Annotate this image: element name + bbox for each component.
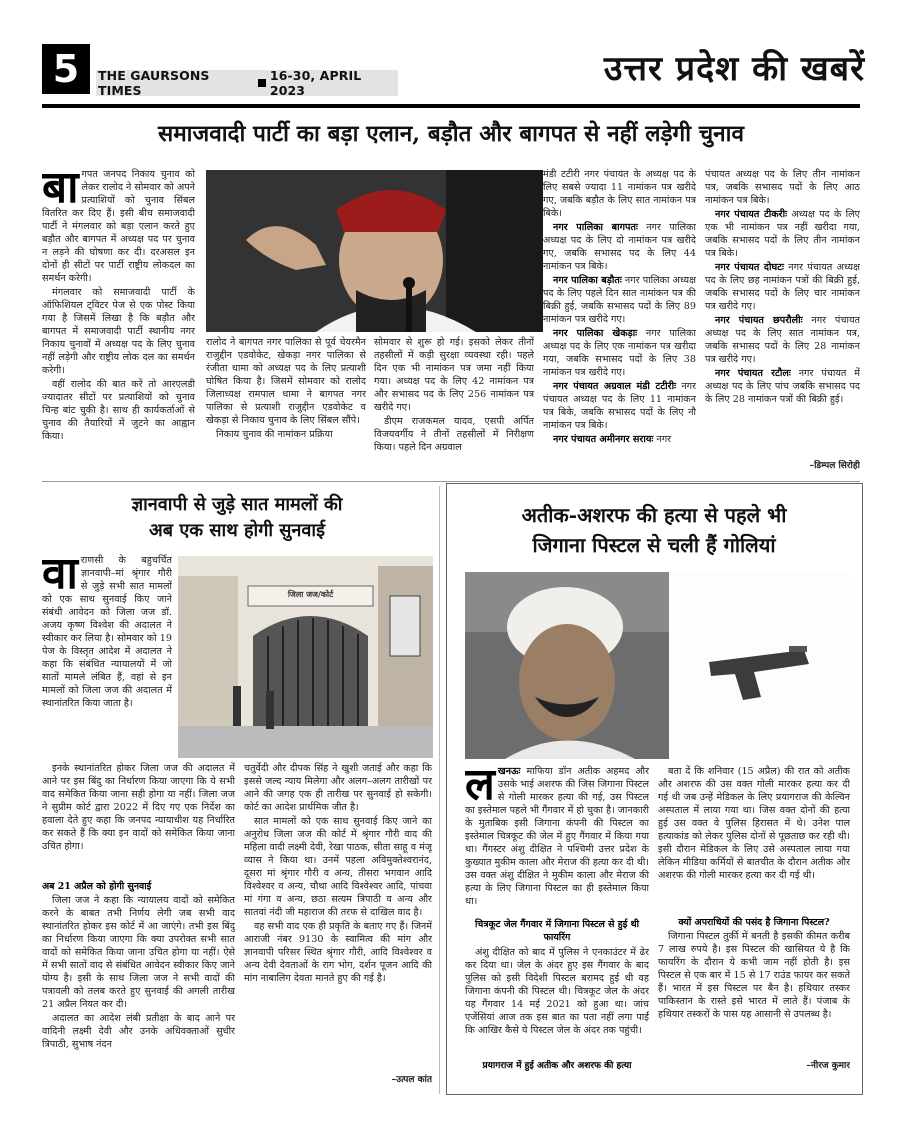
paragraph: मंगलवार को समाजवादी पार्टी के ऑफिशियल ट्विटर पेज से एक पोस्ट किया गया है जिसमें लिखा है कि बड़ौत और बागपत में समाजवादी पार्टी स्थानीय नगर निकाय चुनावों में अध्यक्ष पद के लिए चुनाव नहीं लड़ेगी और राष्ट्रीय लोक दल का समर्थन करेगी।: [42, 287, 195, 376]
story3-headline-line1: अतीक-अशरफ की हत्या से पहले भी: [521, 503, 787, 527]
story3-col2b: [658, 930, 850, 1056]
paragraph: नगर पंचायत टीकरीः अध्यक्ष पद के लिए एक भी नामांकन पत्र नहीं खरीदा गया, जबकि सभासद पदों के लिए तीन नामांकन पत्र बिके।: [705, 209, 860, 259]
story3-col1b: [465, 946, 649, 1058]
column-divider: [439, 486, 440, 1094]
story2-subhead: अब 21 अप्रैल को होगी सुनवाई: [42, 881, 152, 892]
paper-name: THE GAURSONS TIMES: [98, 68, 210, 98]
paragraph: निकाय चुनाव की नामांकन प्रक्रिया: [216, 429, 333, 440]
paragraph: नगर पालिका बागपतः नगर पालिका अध्यक्ष पद के लिए दो नामांकन पत्र खरीदे गए, जबकि सभासद पद के लिए 44 नामांकन पत्र बिके।: [543, 222, 696, 272]
story1-dropcap: बा: [42, 168, 79, 213]
story3-photo-pistol: [669, 572, 849, 759]
paragraph: अदालत का आदेश लंबी प्रतीक्षा के बाद आने पर वादिनी लक्ष्मी देवी और उनके अधिवक्ताओं सुधीर त्रिपाठी, सुभाष नंदन: [42, 1013, 235, 1050]
paragraph: नगर पालिका बड़ौतः नगर पालिका अध्यक्ष पद के लिए पहले दिन सात नामांकन पत्र की बिक्री हुई, जबकि सभासद पदों के लिए 89 नामांकन पत्र खरीदे गए।: [543, 275, 696, 325]
paragraph: वहीं रालोद की बात करें तो आरएलडी ज्यादातर सीटों पर प्रत्याशियों को चुनाव चिन्ह बांट चुकी है। साथ ही कार्यकर्ताओं से चुनाव की तैयारियों में जुटने का आह्वान किया।: [42, 379, 195, 442]
paragraph: राणसी के बहुचर्चित ज्ञानवापी–मां श्रृंगार गौरी से जुड़े सभी सात मामलों को एक साथ सुनवाई किए जाने संबंधी आवेदन को जिला जज डॉ. अजय कृष्ण विश्वेश की अदालत ने स्वीकार कर लिया है। सोमवार को 19 पेज के विस्तृत आदेश में अदालत ने कहा कि संबंधित न्यायालयों में जो सातों मामले लंबित हैं, वहां से इन मामलों को जिला जज की अदालत में स्थानांतरित किया जाता है।: [42, 555, 172, 709]
story3-headline: [450, 500, 858, 560]
paragraph: चतुर्वेदी और दीपक सिंह ने खुशी जताई और कहा कि इससे जल्द न्याय मिलेगा और अलग–अलग तारीखों पर आने की जगह एक ही तारीख पर सुनवाई हो सकेगी। कोर्ट का आदेश प्रार्थमिक जीत है।: [244, 763, 432, 813]
separator-square-icon: [258, 79, 266, 87]
story2-col1: [42, 762, 235, 880]
story2-intro: [42, 554, 172, 764]
masthead-strip: [96, 70, 398, 96]
story2-dropcap: वा: [42, 554, 78, 599]
issue-date: 16-30, APRIL 2023: [269, 68, 362, 98]
story1-col2: [206, 336, 366, 476]
story1-col3: [374, 336, 534, 476]
story3-col2: [658, 765, 850, 915]
story3-col1: [465, 765, 649, 917]
paragraph: नगर पंचायत अग्रवाल मंडी टटीरीः नगर पंचायत अध्यक्ष पद के लिए 11 नामांकन पत्र बिके, जबकि सभासद पदों के लिए नौ नामांकन पत्र बिके।: [543, 381, 696, 431]
story3-photo-atiq: [465, 572, 669, 759]
story3-subhead2: क्यों अपराधियों की पसंद है जिगाना पिस्टल?: [678, 917, 830, 928]
story2-byline: –उत्पल कांत: [391, 1075, 432, 1085]
paragraph: नगर पंचायत अमीनगर सरायः नगर: [553, 434, 672, 445]
paragraph: जिला जज ने कहा कि न्यायालय वादों को समेकित करने के बाबत तभी निर्णय लेगी जब सभी वाद स्थानांतरित होकर इस कोर्ट में आ जाएंगे। तभी इस बिंदु का निर्धारण किया जाएगा कि क्या उपरोक्त सभी सात वादों को समेकित किया जाना उचित होगा या नहीं। ऐसे में सभी सातों वाद से संबंधित आवेदन स्वीकार किए जाने योग्य है। इसी के साथ जिला जज ने सभी वादों की पत्रावली को तलब करते हुए सुनवाई की अगली तारीख 21 अप्रैल नियत कर दी।: [42, 895, 235, 1010]
paragraph: डीएम राजकमल यादव, एसपी अर्पित विजयवर्गीय ने तीनों तहसीलों में निरीक्षण किया। पहले दिन अग्रवाल: [374, 416, 534, 453]
paragraph: अंशु दीक्षित को बाद में पुलिस ने एनकाउंटर में ढेर कर दिया था। जेल के अंदर हुए इस गैंगवार के बाद पुलिस को इसी विदेशी पिस्टल बरामद हुई थी वह जिगाना कंपनी की पिस्टल थी। चित्रकूट जेल के अंदर यह गैंगवार 14 मई 2021 को हुआ था। जांच एजेंसियां आज तक इस बात का पता नहीं लगा पाईं कि आखिर कैसे ये पिस्टल जेल के अंदर तक पहुंची।: [465, 947, 649, 1036]
paragraph: नगर पंचायत रटौलः नगर पंचायत में अध्यक्ष पद के लिए पांच जबकि सभासद पद के लिए 28 नामांकन पत्रों की बिक्री हुई।: [705, 368, 860, 405]
paragraph: इनके स्थानांतरित होकर जिला जज की अदालत में आने पर इस बिंदु का निर्धारण किया जाएगा कि ये सभी वाद समेकित किया जाना सही होगा या नहीं। जिला जज ने सुप्रीम कोर्ट द्वारा 2022 में दिए गए एक निर्देश का हवाला देते हुए कहा कि जनपद न्यायाधीश यह निर्धारित कर सकते हैं कि क्या इन वादों को समेकित किया जाना उचित होगा।: [42, 763, 235, 852]
paragraph: सोमवार से शुरू हो गई। इसको लेकर तीनों तहसीलों में कड़ी सुरक्षा व्यवस्था रही। पहले दिन एक भी नामांकन पत्र जमा नहीं किया गया। अध्यक्ष पद के लिए 42 नामांकन पत्र और सभासद पद के लिए 256 नामांकन पत्र खरीदे गए।: [374, 337, 534, 413]
story1-headline: समाजवादी पार्टी का बड़ा एलान, बड़ौत और बागपत से नहीं लड़ेगी चुनाव: [158, 121, 744, 147]
story1-byline: –डिम्पल सिरोही: [809, 461, 860, 471]
section-divider: [42, 481, 860, 482]
story2-headline-line1: ज्ञानवापी से जुड़े सात मामलों की: [131, 494, 343, 515]
story2-headline: [42, 492, 432, 544]
story2-headline-line2: अब एक साथ होगी सुनवाई: [149, 520, 325, 541]
paragraph: नगर पालिका खेकड़ाः नगर पालिका अध्यक्ष पद के लिए एक नामांकन पत्र खरीदा गया, जबकि सभासद पदों के लिए 38 नामांकन पत्र खरीदे गए।: [543, 328, 696, 378]
page-number: 5: [42, 44, 90, 94]
paragraph: जिगाना पिस्टल तुर्की में बनती है इसकी कीमत करीब 7 लाख रुपये है। इस पिस्टल की खासियत ये है कि फायरिंग के दौरान ये कभी जाम नहीं होती है। इस पिस्टल से एक बार में 15 से 17 राउंड फायर कर सकते हैं। भारत में इस पिस्टल पर बैन है। हथियार तस्कर पाकिस्तान के रास्ते इसे भारत में लाते हैं। पंजाब के हथियार तस्करों के पास यह आसानी से उपलब्ध है।: [658, 931, 850, 1020]
paragraph: सात मामलों को एक साथ सुनवाई किए जाने का अनुरोध जिला जज की कोर्ट में श्रृंगार गौरी वाद की महिला वादी लक्ष्मी देवी, रेखा पाठक, सीता साहू व मंजू व्यास ने किया था। उनमें पहला अविमुक्तेश्वरानंद, दूसरा मां श्रृंगार गौरी व अन्य, तीसरा भगवान आदि विश्वेश्वर व अन्य, चौथा आदि विश्वेश्वर आदि, पांचवा मां गंगा व अन्य, छठा सत्यम त्रिपाठी व अन्य और सातवां नंदी जी महाराज की तरफ से दाखिल वाद है।: [244, 816, 432, 918]
paragraph: मंडी टटीरी नगर पंचायत के अध्यक्ष पद के लिए सबसे ज्यादा 11 नामांकन पत्र खरीदे गए, जबकि बड़ौत के लिए सात नामांकन पत्र बिके।: [543, 169, 696, 219]
gate-sign: जिला जज/कोर्ट: [287, 590, 334, 599]
story2-col2: [244, 762, 432, 1072]
paragraph: नगर पंचायत छपरौलीः नगर पंचायत अध्यक्ष पद के लिए सात नामांकन पत्र, जबकि सभासद पदों के लिए 28 नामांकन पत्र खरीदे गए।: [705, 315, 860, 365]
paragraph: रालोद ने बागपत नगर पालिका से पूर्व चेयरमैन राजुद्दीन एडवोकेट, खेकड़ा नगर पालिका से रंजीता धामा को अध्यक्ष पद के लिए प्रत्याशी घोषित किया है। जिसमें सोमवार को रालोद जिलाध्यक्ष रामपाल धामा ने बागपत नगर पालिका से प्रत्याशी राजुद्दीन एडवोकेट व खेकड़ा से निकाय चुनाव के लिए सिंबल सौंपे।: [206, 337, 366, 426]
story1-col4: [543, 168, 696, 476]
story1-photo: [206, 170, 543, 332]
story2-col1b: [42, 894, 235, 1090]
paragraph: बता दें कि शनिवार (15 अप्रैल) की रात को अतीक और अशरफ की उस वक्त गोली मारकर हत्या कर दी गई थी जब उन्हें मेडिकल के लिए प्रयागराज की केल्विन अस्पताल में लाया गया था। जिस वक्त दोनों की हत्या हुई उस वक्त वे पुलिस हिरासत में थे। उनेश पाल हत्याकांड को लेकर पुलिस दोनों से पूछताछ कर रही थी। इसी दौरान मेडिकल के लिए उसे अस्पताल लाया गया लेकिन मीडिया कर्मियों से बातचीत के दौरान अतीक और अशरफ की गोली मारकर हत्या कर दी गई थी।: [658, 766, 850, 881]
story3-byline: –नीरज कुमार: [806, 1061, 850, 1071]
story3-dropcap: ल: [465, 765, 495, 810]
story2-photo: [178, 556, 433, 758]
paragraph: खनऊः माफिया डॉन अतीक अहमद और उसके भाई अशरफ की जिस जिगाना पिस्टल से गोली मारकर हत्या की गई, उस पिस्टल का इस्तेमाल पहले भी गैंगवार में हो चुका है। जानकारी के मुताबिक इसी जिगाना कंपनी की पिस्टल का इस्तेमाल चित्रकूट की जेल में हुए गैंगवार में किया गया था। गैंगस्टर अंशु दीक्षित ने पश्चिमी उत्तर प्रदेश के कुख्यात मुकीम काला और मेराज की हत्या कर दी थी। उस वक्त अंशु दीक्षित ने मुकीम काला और मेराज की हत्या के लिए जिगाना पिस्टल का ही इस्तेमाल किया था।: [465, 766, 649, 907]
paragraph: नगर पंचायत दोघटः नगर पंचायत अध्यक्ष पद के लिए छह नामांकन पत्रों की बिक्री हुई, जबकि सभासद पदों के लिए चार नामांकन पत्र खरीदे गए।: [705, 262, 860, 312]
story3-subhead1: चित्रकूट जेल गैंगवार में जिगाना पिस्टल से हुई थी फायरिंग: [474, 919, 640, 943]
story1-col5: [705, 168, 860, 458]
paragraph: पंचायत अध्यक्ष पद के लिए तीन नामांकन पत्र, जबकि सभासद पदों के लिए आठ नामांकन पत्र बिके।: [705, 169, 860, 206]
story3-headline-line2: जिगाना पिस्टल से चली हैं गोलियां: [532, 533, 776, 557]
section-title: उत्तर प्रदेश की खबरें: [603, 49, 865, 89]
story1-col1: [42, 168, 195, 476]
paragraph: वह सभी वाद एक ही प्रकृति के बताए गए हैं। जिनमें आराजी नंबर 9130 के स्वामित्व की मांग और ज्ञानवापी परिसर स्थित श्रृंगार गौरी, आदि विश्वेश्वर व अन्य देवी देवताओं के राग भोग, दर्शन पूजन आदि की मांग नाबालिग देवता मानते हुए की गई है।: [244, 921, 432, 984]
paragraph: गपत जनपद निकाय चुनाव को लेकर रालोद ने सोमवार को अपने प्रत्याशियों को चुनाव सिंबल वितरित कर दिए हैं। इसी बीच समाजवादी पार्टी ने मंगलवार को बड़ा एलान करते हुए बड़ौत और बागपत में अध्यक्ष पद पर चुनाव न लड़ने की घोषणा कर दी। दरअसल इन दोनों ही सीटों पर पार्टी राष्ट्रीय लोकदल का समर्थन करेगी।: [42, 169, 195, 284]
header-rule: [42, 104, 860, 108]
story3-caption: प्रयागराज में हुई अतीक और अशरफ की हत्या: [482, 1061, 632, 1071]
